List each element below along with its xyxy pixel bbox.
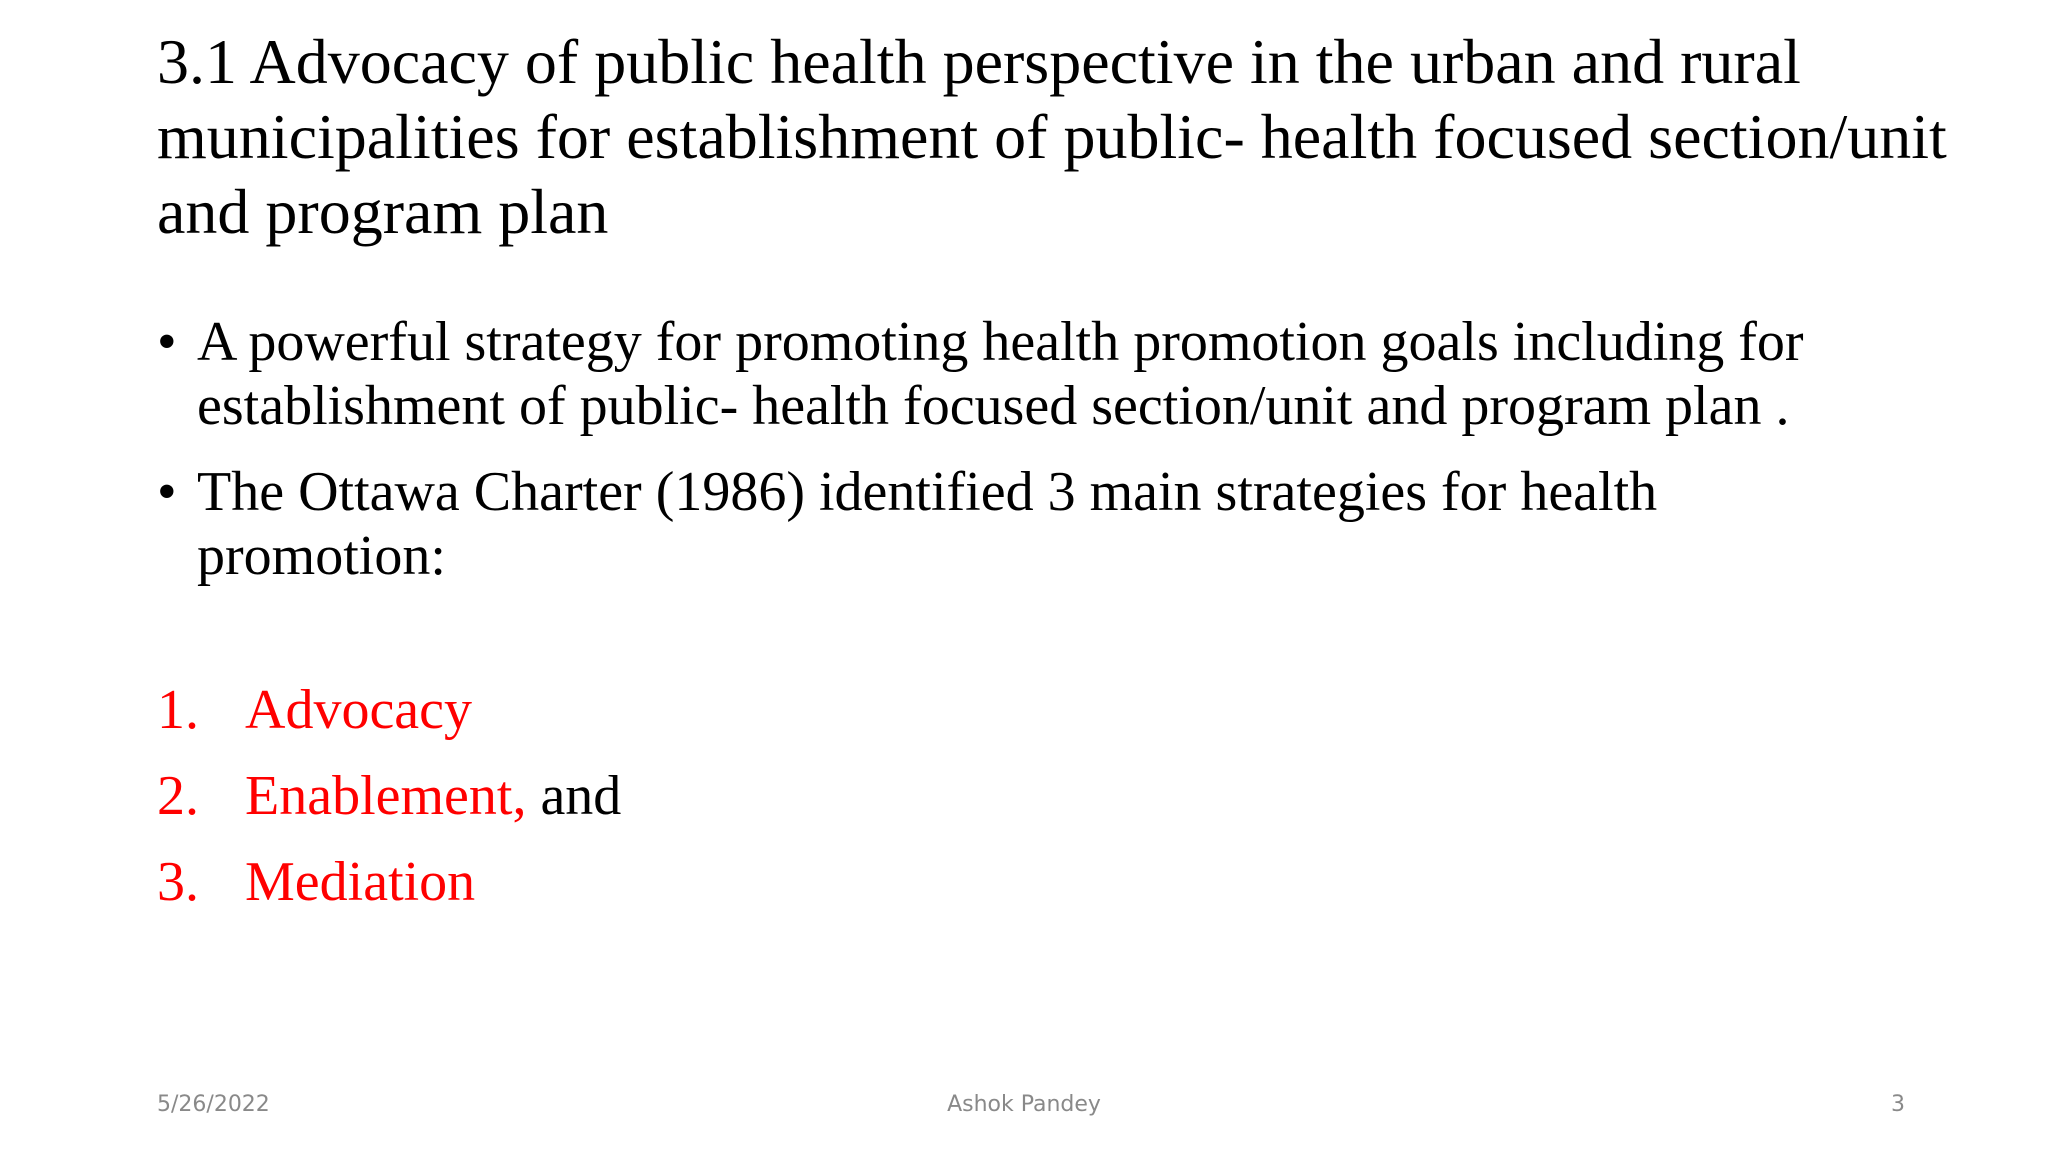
slide-title: 3.1 Advocacy of public health perspective in the urban and rural municipalities for establishment of public- health focused section/unit and program plan <box>157 26 1947 247</box>
footer-author: Ashok Pandey <box>947 1092 1101 1117</box>
strategy-item-advocacy <box>157 678 621 742</box>
strategy-number: 1. <box>157 679 199 741</box>
bullet-marker: • <box>157 461 177 523</box>
bullet-marker: • <box>157 311 177 373</box>
footer-page-number: 3 <box>1891 1092 1905 1117</box>
strategy-item-enablement <box>157 764 621 828</box>
strategy-name: Advocacy <box>245 679 473 741</box>
strategy-list <box>157 678 621 936</box>
bullet-list <box>157 310 1917 610</box>
strategy-name: Enablement, <box>245 765 527 827</box>
bullet-item <box>157 460 1917 588</box>
strategy-suffix: and <box>526 765 622 827</box>
strategy-name: Mediation <box>245 851 476 913</box>
footer-date: 5/26/2022 <box>157 1092 270 1117</box>
bullet-text: The Ottawa Charter (1986) identified 3 main strategies for health promotion: <box>197 461 1658 587</box>
bullet-item <box>157 310 1917 438</box>
strategy-number: 2. <box>157 765 199 827</box>
bullet-text: A powerful strategy for promoting health promotion goals including for establishment of public- health focused section/unit and program plan . <box>197 311 1804 437</box>
strategy-item-mediation <box>157 850 621 914</box>
strategy-number: 3. <box>157 851 199 913</box>
